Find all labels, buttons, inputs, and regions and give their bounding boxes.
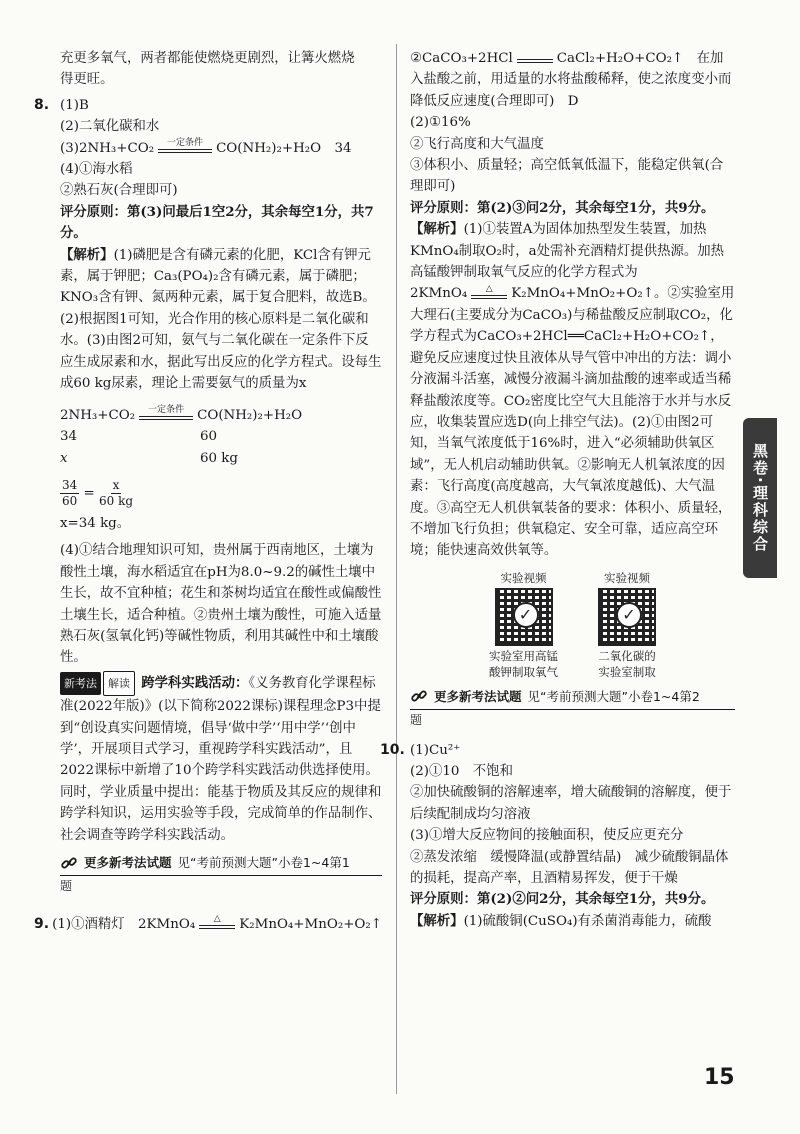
question-8-part-4: (4)①海水稻	[60, 162, 133, 178]
more-questions-continued: 题	[60, 879, 73, 894]
calc-equation: 2NH₃+CO₂ 一定条件 CO(NH₂)₂+H₂O	[60, 404, 303, 423]
question-8-part-4b: ②熟石灰(合理即可)	[60, 183, 178, 199]
question-number: 8.	[34, 96, 50, 113]
question-8-part-2: (2)二氧化碳和水	[60, 119, 160, 135]
new-method-note: 新考法 解读 跨学科实践活动：《义务教育化学课程标准(2022年版)》(以下简称2022课标)课程理念P3中提到“创设真实问题情境，倡导‘做中学’‘用中学’‘创中学’，开展项目式学习，重视跨学科实践活动”，且2022课标中新增了10个跨学科实践活动供选择使用。同时，学业质量中提出：能基于物质及其反应的规律和跨学科知识，运用实验等手段，完成简单的作品制作、社会调查等跨学科实践活动。	[60, 671, 382, 846]
text-line: 得更旺。	[60, 72, 114, 88]
question-number: 10.	[380, 741, 405, 758]
text-block: ③体积小、质量轻；高空低氧低温下，能稳定供氧(合理即可)	[410, 158, 724, 195]
proportion: $\frac{34}{60}$ = $\frac{x}{60 kg}$	[62, 477, 134, 508]
more-questions-banner: 更多新考法试题 见“考前预测大题”小卷1~4第2	[410, 686, 735, 710]
question-9-part-2-eq: ②CaCO₃+2HCl CaCl₂+H₂O+CO₂↑ 在加	[410, 51, 724, 66]
text-line: 充更多氧气，两者都能使燃烧更剧烈，让篝火燃烧	[60, 51, 355, 66]
question-10-part-3b: ②蒸发浓缩 缓慢降温(或静置结晶) 减少硫酸铜晶体的损耗，提高产率，且酒精易挥发，便于干燥	[410, 849, 729, 886]
column-divider	[396, 44, 397, 1094]
scoring-rule: 评分原则：第(3)问最后1空2分，其余每空1分，共7分。	[60, 203, 374, 242]
calc-result: x=34 kg。	[60, 515, 131, 531]
qr-code-item[interactable]: 实验视频 ✓ 二氧化碳的 实验室制取	[598, 570, 656, 680]
scoring-rule: 评分原则：第(2)③问2分，其余每空1分，共9分。	[410, 199, 715, 216]
question-10-part-3: (3)①增大反应物间的接触面积，使反应更充分	[410, 828, 684, 844]
link-icon	[410, 687, 428, 705]
right-column	[380, 48, 735, 932]
question-number: 9.	[34, 915, 50, 932]
section-side-tab: 黑卷·理科综合	[743, 418, 777, 578]
analysis-8-part-4: (4)①结合地理知识可知，贵州属于西南地区，土壤为酸性土壤，海水稻适宜在pH为8.0~9.2的碱性土壤中生长，故不宜种植；花生和茶树均适宜在酸性或偏酸性土壤生长，适合种植。②贵州土壤为酸性，可施入适量熟石灰(氢氧化钙)等碱性物质，利用其碱性中和土壤酸性。	[60, 543, 382, 666]
question-10-part-1: 10. (1)Cu²⁺	[410, 740, 735, 761]
text-block: 入盐酸之前，用适量的水将盐酸稀释，使之浓度变小而降低反应速度(合理即可) D	[410, 72, 732, 109]
text-line: (2)①16%	[410, 115, 471, 131]
qr-code-item[interactable]: 实验视频 ✓ 实验室用高锰 酸钾制取氧气	[489, 570, 558, 680]
more-questions-continued: 题	[410, 713, 423, 728]
reaction-condition: 一定条件	[158, 138, 212, 159]
question-9-line: 9. (1)①酒精灯 2KMnO₄ △ K₂MnO₄+MnO₂+O₂↑	[60, 914, 382, 935]
link-icon	[60, 854, 78, 872]
more-questions-banner: 更多新考法试题 见“考前预测大题”小卷1~4第1	[60, 852, 382, 876]
interpretation-badge: 解读	[103, 671, 135, 696]
analysis-9-cont: 大理石(主要成分为CaCO₃)与稀盐酸反应制取CO₂，化学方程式为CaCO₃+2HCl══CaCl₂+H₂O+CO₂↑，避免反应速度过快且液体从导气管中冲出的方法：调小分液漏斗活塞，减慢分液漏斗滴加盐酸的速率或适当稀释盐酸浓度等。CO₂密度比空气大且能溶于水并与水反应，收集装置应选D(向上排空气法)。(2)①由图2可知，当氧气浓度低于16%时，进入“必须辅助供氧区域”，无人机启动辅助供氧。②影响无人机氧浓度的因素：飞行高度(高度越高，大气氧浓度越低)、大气温度。③高空无人机供氧装备的要求：体积小、质量轻，不增加飞行负担；供氧稳定、安全可靠，适应高空环境；能快速高效供氧等。	[410, 307, 733, 559]
analysis-9: 【解析】(1)①装置A为固体加热型发生装置，加热KMnO₄制取O₂时，a处需补充酒精灯提供热源。加热高锰酸钾制取氧气反应的化学方程式为	[410, 221, 725, 281]
question-8-part-1: 8. (1)B	[60, 95, 382, 116]
scoring-rule: 评分原则：第(2)②问2分，其余每空1分，共9分。	[410, 891, 715, 908]
new-method-badge: 新考法	[60, 672, 101, 695]
page-number: 15	[704, 1065, 735, 1090]
analysis-10: 【解析】(1)硫酸铜(CuSO₄)有杀菌消毒能力，硫酸	[410, 912, 712, 929]
question-8-equation: (3)2NH₃+CO₂ 一定条件 CO(NH₂)₂+H₂O 34	[60, 138, 382, 159]
question-10-part-2b: ②加快硫酸铜的溶解速率，增大硫酸铜的溶解度，便于后续配制成均匀溶液	[410, 785, 732, 822]
calc-row-2: x 60 kg	[60, 450, 238, 466]
qr-code-icon[interactable]	[495, 588, 553, 646]
analysis-8: 【解析】(1)磷肥是含有磷元素的化肥，KCl含有钾元素，属于钾肥；Ca₃(PO₄)₂含有磷元素，属于磷肥；KNO₃含有钾、氮两种元素，属于复合肥料，故选B。(2)根据图1可知，光合作用的核心原料是二氧化碳和水。(3)由图2可知，氨气与二氧化碳在一定条件下反应生成尿素和水，据此写出反应的化学方程式。设每生成60 kg尿素，理论上需要氨气的质量为x	[60, 246, 382, 392]
question-10-part-2: (2)①10 不饱和	[410, 763, 513, 779]
qr-codes	[410, 570, 735, 680]
qr-code-icon[interactable]	[598, 588, 656, 646]
text-line: ②飞行高度和大气温度	[410, 136, 544, 152]
calc-row-1: 34 60	[60, 428, 218, 444]
analysis-9-equation: 2KMnO₄ △ K₂MnO₄+MnO₂+O₂↑。②实验室用	[410, 283, 735, 302]
left-column	[34, 48, 382, 935]
